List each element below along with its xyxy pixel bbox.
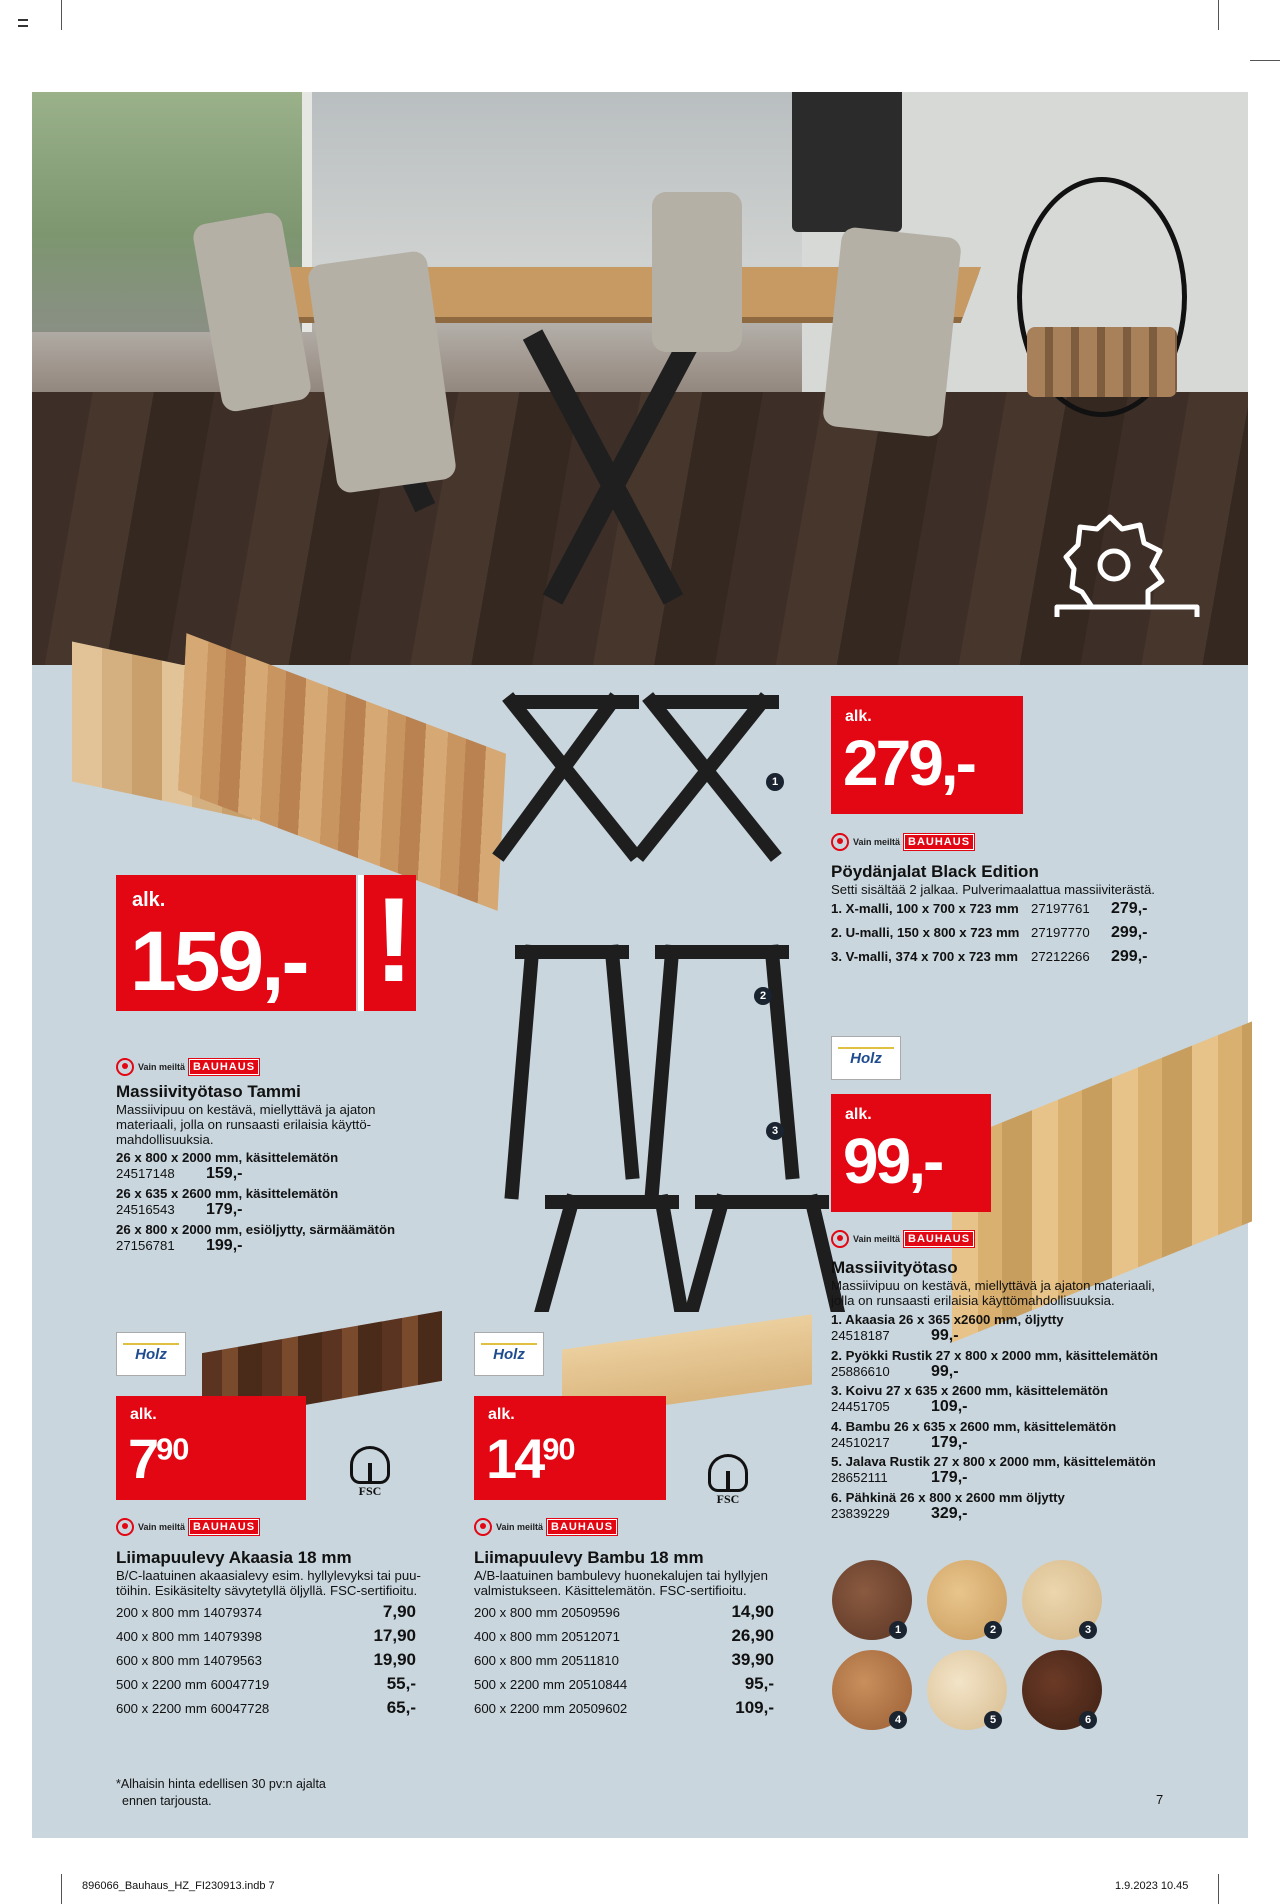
table-row: 200 x 800 mm 14079374 7,90	[116, 1602, 416, 1621]
table-row: 600 x 800 mm 20511810 39,90	[474, 1650, 774, 1669]
price-prefix: alk.	[130, 1406, 157, 1423]
product-title-bambu: Liimapuulevy Bambu 18 mm	[474, 1548, 704, 1567]
table-row: 500 x 2200 mm 60047719 55,-	[116, 1674, 416, 1693]
price-box-tammi	[116, 875, 356, 1011]
fsc-logo: FSC	[344, 1446, 396, 1502]
price-value: 279,-	[843, 727, 974, 799]
product-list-legs	[831, 900, 1191, 972]
price-box-massiivi	[831, 1094, 991, 1212]
holz-logo: Holz	[831, 1036, 901, 1080]
product-desc-legs: Setti sisältää 2 jalkaa. Pulverimaalattua massiiviterästä.	[831, 882, 1155, 897]
catalog-page	[32, 92, 1248, 1838]
swatch-number-badge: 3	[1079, 1621, 1097, 1639]
footer-date: 1.9.2023 10.45	[1115, 1880, 1189, 1892]
price-value: $14^{90}$	[486, 1427, 575, 1490]
list-item: 1. X-malli, 100 x 700 x 723 mm 27197761 279,-	[831, 900, 1148, 917]
table-row: 400 x 800 mm 20512071 26,90	[474, 1626, 774, 1645]
holz-logo: Holz	[116, 1332, 186, 1376]
list-item: 3. Koivu 27 x 635 x 2600 mm, käsittelemätön 24451705 109,-	[831, 1383, 1109, 1415]
bauhaus-shield-icon	[831, 833, 849, 851]
swatch-number-badge: 6	[1079, 1711, 1097, 1729]
product-title-massiivi: Massiivityötaso	[831, 1258, 958, 1277]
list-item: 26 x 800 x 2000 mm, esiöljytty, särmäämätön 27156781 199,-	[116, 1222, 396, 1254]
vain-meilta-logo: Vain meiltä BAUHAUS	[116, 1518, 259, 1536]
tree-icon	[708, 1454, 748, 1492]
bauhaus-shield-icon	[116, 1058, 134, 1076]
price-box-bambu	[474, 1396, 666, 1500]
list-item: 1. Akaasia 26 x 365 x2600 mm, öljytty 24518187 99,-	[831, 1312, 1064, 1344]
hero-photo	[32, 92, 1248, 665]
footer-file-name: 896066_Bauhaus_HZ_FI230913.indb 7	[82, 1880, 275, 1892]
crop-mark	[1218, 0, 1219, 30]
bauhaus-shield-icon	[116, 1518, 134, 1536]
table-row: 400 x 800 mm 14079398 17,90	[116, 1626, 416, 1645]
crop-mark	[1218, 1874, 1219, 1904]
product-desc-akaasia: B/C-laatuinen akaasialevy esim. hyllylevyksi tai puu- töihin. Esikäsitelty sävytetyllä öljyllä. FSC-sertifioitu.	[116, 1568, 421, 1598]
chair	[652, 192, 742, 352]
product-desc-tammi: Massiivipuu on kestävä, miellyttävä ja ajaton materiaali, jolla on runsaasti erilaisia käyttö- mahdollisuuksia.	[116, 1102, 376, 1147]
menu-icon[interactable]	[18, 19, 28, 27]
leg-number-badge: 2	[754, 987, 772, 1005]
price-exclamation	[358, 875, 416, 1011]
legs-illustration	[482, 692, 862, 1312]
table-row: 600 x 2200 mm 20509602 109,-	[474, 1698, 774, 1717]
price-prefix: alk.	[845, 1106, 872, 1123]
product-title-akaasia: Liimapuulevy Akaasia 18 mm	[116, 1548, 352, 1567]
vain-meilta-logo: Vain meiltä BAUHAUS	[831, 1230, 974, 1248]
wood-stove	[792, 92, 902, 232]
price-prefix: alk.	[132, 889, 166, 911]
price-table-bambu	[474, 1602, 774, 1722]
list-item: 26 x 635 x 2600 mm, käsittelemätön 24516543 179,-	[116, 1186, 339, 1218]
divider	[358, 875, 364, 1011]
page-number: 7	[1156, 1792, 1164, 1807]
product-list-tammi	[116, 1150, 416, 1258]
firewood	[1027, 327, 1177, 397]
price-value: $7^{90}$	[128, 1427, 189, 1490]
vain-meilta-logo: Vain meiltä BAUHAUS	[474, 1518, 617, 1536]
product-desc-massiivi: Massiivipuu on kestävä, miellyttävä ja ajaton materiaali, jolla on runsaasti erilaisia käyttömahdollisuuksia.	[831, 1278, 1155, 1308]
table-row: 600 x 800 mm 14079563 19,90	[116, 1650, 416, 1669]
list-item: 2. Pyökki Rustik 27 x 800 x 2000 mm, käsittelemätön 25886610 99,-	[831, 1347, 1158, 1380]
swatch-number-badge: 2	[984, 1621, 1002, 1639]
vain-meilta-logo: Vain meiltä BAUHAUS	[116, 1058, 259, 1076]
list-item: 4. Bambu 26 x 635 x 2600 mm, käsittelemätön 24510217 179,-	[831, 1418, 1117, 1451]
list-item: 2. U-malli, 150 x 800 x 723 mm 27197770 299,-	[831, 924, 1148, 941]
price-footnote: *Alhaisin hinta edellisen 30 pv:n ajalta ennen tarjousta.	[116, 1777, 326, 1808]
tree-icon	[350, 1446, 390, 1484]
product-list-massiivi	[831, 1312, 1231, 1525]
saw-blade-icon	[1052, 507, 1202, 637]
list-item: 26 x 800 x 2000 mm, käsittelemätön 24517148 159,-	[116, 1150, 339, 1182]
price-value: 159,-	[130, 914, 307, 1008]
list-item: 5. Jalava Rustik 27 x 800 x 2000 mm, käsittelemätön 28652111 179,-	[831, 1454, 1156, 1486]
fsc-logo: FSC	[702, 1454, 754, 1510]
bauhaus-shield-icon	[474, 1518, 492, 1536]
price-value: 99,-	[843, 1125, 942, 1197]
crop-mark	[61, 0, 62, 30]
leg-number-badge: 1	[766, 773, 784, 791]
exclamation-icon: !	[374, 873, 414, 1007]
price-prefix: alk.	[845, 708, 872, 725]
product-desc-bambu: A/B-laatuinen bambulevy huonekalujen tai hyllyjen valmistukseen. Käsittelemätön. FSC-sertifioitu.	[474, 1568, 768, 1598]
price-box-legs	[831, 696, 1023, 814]
bauhaus-shield-icon	[831, 1230, 849, 1248]
chair	[822, 226, 962, 437]
table-row: 500 x 2200 mm 20510844 95,-	[474, 1674, 774, 1693]
list-item: 6. Pähkinä 26 x 800 x 2600 mm öljytty 23839229 329,-	[831, 1489, 1065, 1522]
list-item: 3. V-malli, 374 x 700 x 723 mm 27212266 299,-	[831, 948, 1148, 965]
swatch-number-badge: 5	[984, 1711, 1002, 1729]
price-table-akaasia	[116, 1602, 416, 1722]
crop-mark	[1250, 60, 1280, 61]
table-row: 600 x 2200 mm 60047728 65,-	[116, 1698, 416, 1717]
vain-meilta-logo: Vain meiltä BAUHAUS	[831, 833, 974, 851]
price-prefix: alk.	[488, 1406, 515, 1423]
price-box-akaasia	[116, 1396, 306, 1500]
leg-number-badge: 3	[766, 1122, 784, 1140]
product-title-legs: Pöydänjalat Black Edition	[831, 862, 1039, 881]
oak-worktop-image	[178, 633, 506, 911]
holz-logo: Holz	[474, 1332, 544, 1376]
product-title-tammi: Massiivityötaso Tammi	[116, 1082, 301, 1101]
swatch-number-badge: 4	[889, 1711, 907, 1729]
crop-mark	[61, 1874, 62, 1904]
swatch-number-badge: 1	[889, 1621, 907, 1639]
table-row: 200 x 800 mm 20509596 14,90	[474, 1602, 774, 1621]
